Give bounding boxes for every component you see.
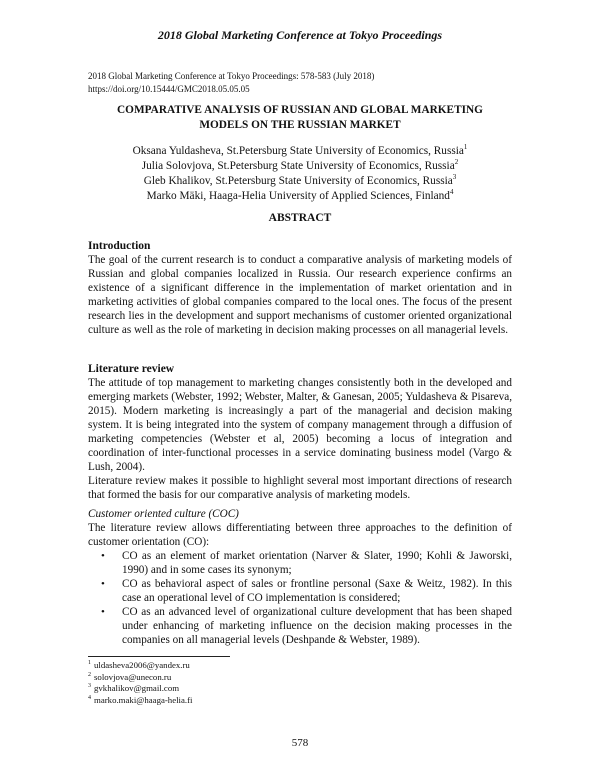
literature-review-paragraph-1: The attitude of top management to marketing changes consistently both in the developed and emerging markets (Webster, 1992; Webster, Malter, & Ganesan, 2005; Yuldasheva & Pisareva, 2015). Modern marketing is increasingly a part of the managerial and decision making system. It is being integrated into the system of company management through a diffusion of marketing competencies (Webster et al, 2005) becoming a locus of integration and coordination of inter-functional processes in a service dominating business model (Vargo & Lush, 2004).	[88, 377, 512, 473]
citation-block	[88, 70, 374, 95]
author-line	[60, 144, 540, 159]
doi-line: https://doi.org/10.15444/GMC2018.05.05.05	[88, 83, 250, 94]
abstract-heading: ABSTRACT	[268, 212, 332, 224]
running-head: 2018 Global Marketing Conference at Tokyo Proceedings	[157, 28, 443, 42]
author-footnote-mark: 1	[463, 143, 468, 152]
author-line	[60, 174, 540, 189]
author-text: Gleb Khalikov, St.Petersburg State University of Economics, Russia	[143, 175, 453, 187]
literature-review-heading: Literature review	[88, 363, 175, 375]
list-item	[88, 549, 512, 577]
list-item-text: CO as an advanced level of organizational culture development that has been shaped under enhancing of marketing influence on the decision making processes in the companies on all managerial levels (Deshpande & Webster, 1989).	[122, 606, 512, 646]
footnote-mark: 1	[88, 660, 91, 667]
author-footnote-mark: 3	[452, 173, 457, 182]
author-footnote-mark: 2	[454, 158, 459, 167]
footnote	[88, 660, 192, 672]
coc-heading: Customer oriented culture (COC)	[88, 508, 239, 520]
author-line	[60, 159, 540, 174]
footnotes	[88, 660, 192, 706]
bullet-icon: •	[101, 578, 105, 590]
author-line	[60, 189, 540, 204]
title-line-2: MODELS ON THE RUSSIAN MARKET	[199, 118, 401, 131]
bullet-icon: •	[101, 550, 105, 562]
list-item	[88, 577, 512, 605]
list-item	[88, 605, 512, 647]
footnote-email: gvkhalikov@gmail.com	[94, 683, 180, 693]
footnote	[88, 695, 192, 707]
page-number: 578	[291, 737, 309, 749]
introduction-heading: Introduction	[88, 240, 151, 252]
footnote-email: marko.maki@haaga-helia.fi	[94, 694, 193, 705]
coc-bullet-list	[88, 549, 512, 647]
coc-section	[88, 507, 512, 647]
author-text: Marko Mäki, Haaga-Helia University of Applied Sciences, Finland	[146, 190, 450, 202]
bullet-icon: •	[101, 606, 105, 618]
author-list	[60, 144, 540, 204]
footnote-divider	[88, 656, 230, 657]
list-item-text: CO as behavioral aspect of sales or frontline personal (Saxe & Weitz, 1982). In this case an operational level of CO implementation is considered;	[122, 578, 512, 604]
footnote	[88, 683, 192, 695]
list-item-text: CO as an element of market orientation (Narver & Slater, 1990; Kohli & Jaworski, 1990) and in some cases its synonym;	[122, 550, 512, 576]
author-text: Julia Solovjova, St.Petersburg State University of Economics, Russia	[141, 160, 455, 172]
coc-intro-paragraph: The literature review allows differentiating between three approaches to the definition of customer orientation (CO):	[88, 522, 512, 548]
author-footnote-mark: 4	[449, 188, 454, 197]
footnote-mark: 2	[88, 671, 91, 678]
literature-review-paragraph-2: Literature review makes it possible to highlight several most important directions of research that formed the basis for our comparative analysis of marketing models.	[88, 475, 512, 501]
footnote-mark: 3	[88, 683, 91, 690]
paper-title	[60, 103, 540, 132]
citation-line: 2018 Global Marketing Conference at Tokyo Proceedings: 578-583 (July 2018)	[88, 71, 375, 81]
introduction-section	[88, 239, 512, 337]
introduction-paragraph: The goal of the current research is to conduct a comparative analysis of marketing models of Russian and global companies localized in Russia. Our research experience confirms an existence of a significant difference in the implementation of market orientation and in marketing activities of global companies compared to the local ones. The focus of the present research lies in the development and support mechanisms of customer oriented organizational culture as well as the role of marketing in decision making processes on all managerial levels.	[88, 254, 512, 336]
footnote	[88, 672, 192, 684]
literature-review-section	[88, 362, 512, 502]
footnote-email: solovjova@unecon.ru	[94, 671, 172, 682]
footnote-mark: 4	[88, 694, 91, 701]
author-text: Oksana Yuldasheva, St.Petersburg State University of Economics, Russia	[132, 145, 464, 157]
footnote-email: uldasheva2006@yandex.ru	[94, 660, 190, 670]
title-line-1: COMPARATIVE ANALYSIS OF RUSSIAN AND GLOBAL MARKETING	[117, 104, 483, 116]
